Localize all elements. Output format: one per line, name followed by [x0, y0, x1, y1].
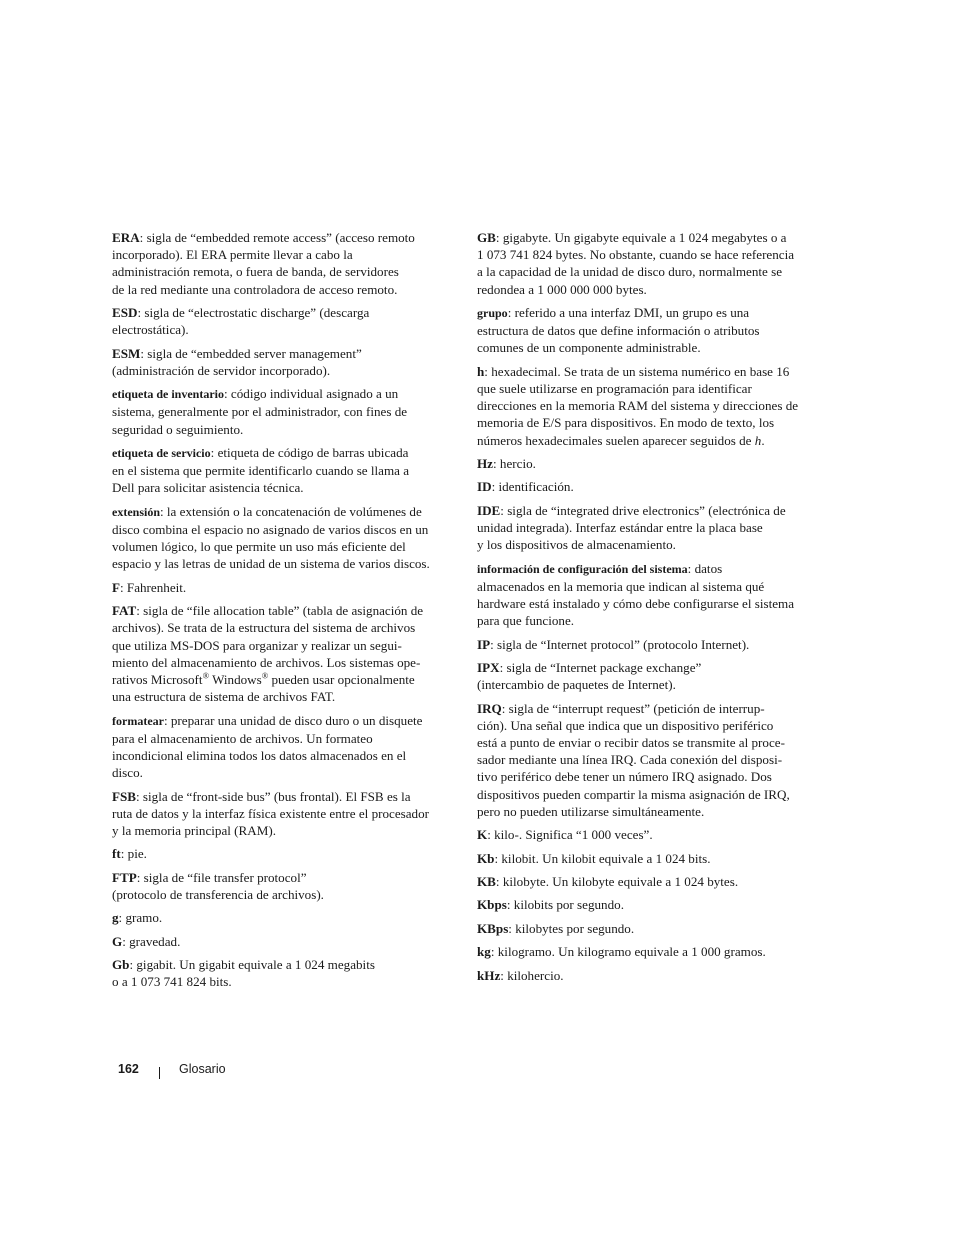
glossary-entry-gb: [112, 956, 450, 990]
glossary-term: etiqueta de inventario: [112, 387, 224, 402]
glossary-entry-k: [477, 826, 815, 843]
definition-line: administración remota, o fuera de banda, de servidores: [112, 264, 399, 280]
definition-line: : kilobits por segundo.: [506, 897, 624, 913]
glossary-term: formatear: [112, 713, 164, 728]
glossary-term: KBps: [477, 920, 509, 936]
definition-line: Dell para solicitar asistencia técnica.: [112, 480, 304, 496]
definition-line: hardware está instalado y cómo debe configurarse el sistema: [477, 595, 795, 611]
definition-line: incorporado). El ERA permite llevar a cabo la: [112, 247, 353, 263]
glossary-term: Kbps: [477, 897, 507, 913]
definition-line: sistema, generalmente por el administrador, con fines de: [112, 404, 408, 420]
definition-line: : sigla de “Internet protocol” (protocolo Internet).: [490, 636, 750, 652]
definition-line: (protocolo de transferencia de archivos).: [112, 886, 324, 902]
definition-line: que utiliza MS-DOS para organizar y realizar un segui-: [112, 637, 402, 653]
definition-line: (intercambio de paquetes de Internet).: [477, 677, 676, 693]
definition-line: : hercio.: [493, 456, 536, 471]
glossary-entry-khz: [477, 967, 815, 984]
definition-line: : kilo-. Significa “1 000 veces”.: [487, 827, 653, 843]
glossary-entry-etiqueta-de-inventario: [112, 385, 450, 438]
glossary-entry-ft: [112, 845, 450, 862]
glossary-term: K: [477, 827, 488, 843]
definition-line: pero no pueden utilizarse simultáneamente.: [477, 803, 705, 819]
definition-line: ruta de datos y la interfaz física existente entre el procesador: [112, 805, 430, 821]
glossary-term: ERA: [112, 230, 140, 245]
definition-line: : sigla de “integrated drive electronics” (electrónica de: [500, 502, 786, 518]
glossary-entry-kb: [477, 850, 815, 867]
definition-line: : gigabyte. Un gigabyte equivale a 1 024 megabytes o a: [495, 230, 787, 245]
glossary-entry-esd: [112, 304, 450, 338]
definition-line: disco combina el espacio no asignado de varios discos en un: [112, 521, 429, 537]
page-number: 162: [118, 1062, 139, 1076]
glossary-entry-f: [112, 579, 450, 596]
glossary-term: GB: [477, 230, 496, 245]
glossary-term: Gb: [112, 957, 130, 973]
definition-line: archivos). Se trata de la estructura del sistema de archivos: [112, 620, 416, 636]
glossary-entry-informacion-de-configuracion-del-sistema: [477, 560, 815, 630]
definition-line: : kilobytes por segundo.: [508, 920, 635, 936]
definition-line: : código individual asignado a un: [224, 386, 399, 402]
definition-line: : identificación.: [491, 479, 574, 495]
definition-line: tivo periférico debe tener un número IRQ asignado. Dos: [477, 769, 772, 785]
glossary-entry-id: [477, 478, 815, 495]
definition-line: : datos: [687, 560, 723, 576]
glossary-entry-g: [112, 909, 450, 926]
glossary-entry-fat: [112, 602, 450, 705]
definition-line: incondicional elimina todos los datos almacenados en el: [112, 747, 407, 763]
definition-line: que suele utilizarse en programación para identificar: [477, 381, 752, 396]
definition-line: : sigla de “embedded remote access” (acceso remoto: [139, 230, 415, 245]
glossary-term: FTP: [112, 869, 137, 885]
definition-line: : etiqueta de código de barras ubicada: [210, 444, 409, 460]
glossary-term: ESD: [112, 305, 138, 320]
definition-line: : kilogramo. Un kilogramo equivale a 1 000 gramos.: [490, 944, 766, 960]
glossary-entry-irq: [477, 700, 815, 820]
definition-line: ción). Una señal que indica que un dispositivo periférico: [477, 717, 774, 733]
section-title: Glosario: [179, 1062, 226, 1076]
definition-line: : referido a una interfaz DMI, un grupo es una: [507, 305, 750, 320]
glossary-term: etiqueta de servicio: [112, 445, 211, 460]
glossary-term: información de configuración del sistema: [477, 561, 688, 576]
definition-line: : preparar una unidad de disco duro o un disquete: [163, 712, 423, 728]
glossary-term: ESM: [112, 345, 141, 361]
glossary-term: Kb: [477, 850, 495, 866]
glossary-entry-gb: [477, 229, 815, 298]
definition-line: rativos Microsoft® Windows® pueden usar opcionalmente: [112, 670, 415, 687]
glossary-right-column: [477, 229, 815, 990]
glossary-term: IP: [477, 636, 491, 652]
definition-line: de la red mediante una controladora de acceso remoto.: [112, 281, 398, 297]
glossary-entry-kb: [477, 873, 815, 890]
glossary-entry-ipx: [477, 659, 815, 693]
definition-line: dispositivos pueden compartir la misma asignación de IRQ,: [477, 786, 790, 802]
glossary-entry-era: [112, 229, 450, 298]
definition-line: espacio y las letras de unidad de un sistema de varios discos.: [112, 556, 430, 572]
glossary-entry-ide: [477, 502, 815, 554]
definition-line: está a punto de enviar o recibir datos se transmite al proce-: [477, 734, 785, 750]
definition-line: : hexadecimal. Se trata de un sistema numérico en base 16: [484, 363, 790, 379]
glossary-term: G: [112, 933, 123, 949]
definition-line: : Fahrenheit.: [120, 579, 187, 595]
definition-line: a la capacidad de la unidad de disco duro, normalmente se: [477, 264, 783, 280]
definition-line: o a 1 073 741 824 bits.: [112, 974, 232, 990]
glossary-entry-esm: [112, 345, 450, 379]
definition-line: : kilobit. Un kilobit equivale a 1 024 bits.: [494, 850, 711, 866]
glossary-term: ft: [112, 846, 121, 862]
definition-line: : sigla de “electrostatic discharge” (descarga: [137, 305, 370, 320]
definition-line: 1 073 741 824 bytes. No obstante, cuando se hace referencia: [477, 247, 795, 263]
definition-line: redondea a 1 000 000 000 bytes.: [477, 281, 647, 297]
definition-line: : kilobyte. Un kilobyte equivale a 1 024 bytes.: [495, 873, 739, 889]
definition-line: : sigla de “interrupt request” (petición de interrup-: [501, 700, 765, 716]
glossary-term: FSB: [112, 788, 137, 804]
definition-line: comunes de un componente administrable.: [477, 340, 701, 356]
definition-line: y los dispositivos de almacenamiento.: [477, 537, 676, 553]
definition-line: volumen lógico, lo que permite un uso más eficiente del: [112, 539, 406, 555]
glossary-entry-kg: [477, 943, 815, 960]
definition-line: y la memoria principal (RAM).: [112, 822, 276, 838]
definition-line: estructura de datos que define información o atributos: [477, 323, 760, 339]
definition-line: disco.: [112, 765, 143, 781]
glossary-term: IPX: [477, 659, 500, 675]
definition-line: (administración de servidor incorporado).: [112, 362, 331, 378]
glossary-entry-hz: [477, 455, 815, 472]
definition-line: para que funcione.: [477, 613, 575, 629]
definition-line: miento del almacenamiento de archivos. Los sistemas ope-: [112, 654, 421, 670]
glossary-entry-fsb: [112, 788, 450, 840]
definition-line: : sigla de “front-side bus” (bus frontal). El FSB es la: [136, 788, 411, 804]
glossary-entry-ftp: [112, 869, 450, 903]
definition-line: memoria de E/S para dispositivos. En modo de texto, los: [477, 415, 775, 431]
definition-line: electrostática).: [112, 322, 189, 338]
glossary-term: F: [112, 579, 120, 595]
glossary-term: kg: [477, 944, 491, 960]
glossary-entry-formatear: [112, 712, 450, 782]
footer-separator: [159, 1067, 160, 1079]
definition-line: direcciones en la memoria RAM del sistema y direcciones de: [477, 398, 799, 414]
glossary-entry-kbps: [477, 920, 815, 937]
glossary-entry-etiqueta-de-servicio: [112, 444, 450, 497]
definition-line: : sigla de “file allocation table” (tabla de asignación de: [136, 603, 424, 619]
definition-line: seguridad o seguimiento.: [112, 421, 244, 437]
glossary-entry-ip: [477, 636, 815, 653]
glossary-term: IDE: [477, 502, 501, 518]
glossary-term: Hz: [477, 456, 493, 471]
definition-line: : gigabit. Un gigabit equivale a 1 024 megabits: [129, 957, 375, 973]
glossary-entry-kbps: [477, 896, 815, 913]
definition-line: almacenados en la memoria que indican al sistema qué: [477, 578, 765, 594]
definition-line: en el sistema que permite identificarlo cuando se llama a: [112, 463, 410, 479]
definition-line: : gravedad.: [122, 933, 181, 949]
glossary-term: ID: [477, 479, 492, 495]
definition-line: : sigla de “embedded server management”: [140, 345, 362, 361]
definition-line: : kilohercio.: [500, 967, 564, 983]
glossary-term: kHz: [477, 967, 501, 983]
definition-line: : la extensión o la concatenación de volúmenes de: [160, 503, 422, 519]
glossary-term: KB: [477, 873, 496, 889]
definition-line: : sigla de “file transfer protocol”: [136, 869, 307, 885]
definition-line: números hexadecimales suelen aparecer seguidos de h.: [477, 432, 765, 448]
glossary-entry-h: [477, 363, 815, 449]
glossary-term: g: [112, 910, 119, 926]
glossary-term: h: [477, 363, 485, 379]
definition-line: : pie.: [120, 846, 147, 862]
glossary-term: grupo: [477, 306, 508, 320]
glossary-left-column: [112, 229, 450, 997]
definition-line: para el almacenamiento de archivos. Un formateo: [112, 730, 373, 746]
glossary-term: IRQ: [477, 700, 502, 716]
glossary-term: FAT: [112, 603, 137, 619]
glossary-entry-extension: [112, 503, 450, 573]
definition-line: unidad integrada). Interfaz estándar entre la placa base: [477, 519, 763, 535]
glossary-term: extensión: [112, 504, 160, 519]
definition-line: : sigla de “Internet package exchange”: [499, 659, 702, 675]
definition-line: sador mediante una línea IRQ. Cada conexión del disposi-: [477, 752, 783, 768]
definition-line: : gramo.: [118, 910, 163, 926]
glossary-entry-g: [112, 933, 450, 950]
definition-line: una estructura de sistema de archivos FAT.: [112, 689, 336, 705]
glossary-entry-grupo: [477, 304, 815, 357]
